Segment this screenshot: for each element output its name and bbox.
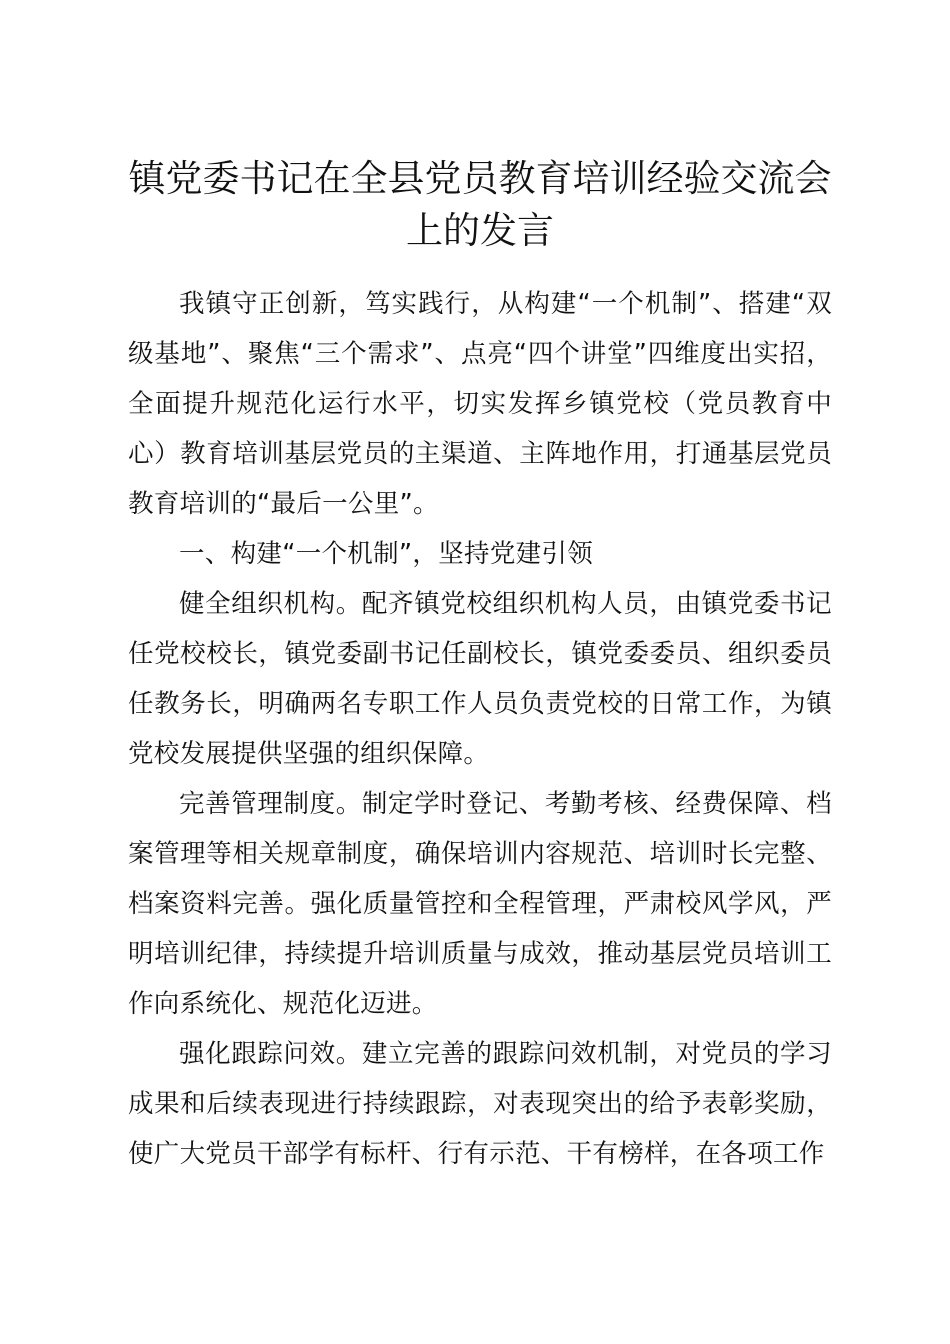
document-title: 镇党委书记在全县党员教育培训经验交流会上的发言 [128,157,832,252]
paragraph-organization: 健全组织机构。配齐镇党校组织机构人员，由镇党委书记任党校校长，镇党委副书记任副校长，镇党委委员、组织委员任教务长，明确两名专职工作人员负责党校的日常工作，为镇党校发展提供坚强的组织保障。 [128,589,832,769]
section-heading-1: 一、构建“一个机制”，坚持党建引领 [179,539,594,569]
intro-paragraph: 我镇守正创新，笃实践行，从构建“一个机制”、搭建“双级基地”、聚焦“三个需求”、点亮“四个讲堂”四维度出实招，全面提升规范化运行水平，切实发挥乡镇党校（党员教育中心）教育培训基层党员的主渠道、主阵地作用，打通基层党员教育培训的“最后一公里”。 [128,289,832,519]
paragraph-management: 完善管理制度。制定学时登记、考勤考核、经费保障、档案管理等相关规章制度，确保培训内容规范、培训时长完整、档案资料完善。强化质量管控和全程管理，严肃校风学风，严明培训纪律，持续提升培训质量与成效，推动基层党员培训工作向系统化、规范化迈进。 [128,789,832,1019]
paragraph-tracking: 强化跟踪问效。建立完善的跟踪问效机制，对党员的学习成果和后续表现进行持续跟踪，对表现突出的给予表彰奖励，使广大党员干部学有标杆、行有示范、干有榜样，在各项工作 [128,1039,832,1169]
document-body [128,279,832,1179]
